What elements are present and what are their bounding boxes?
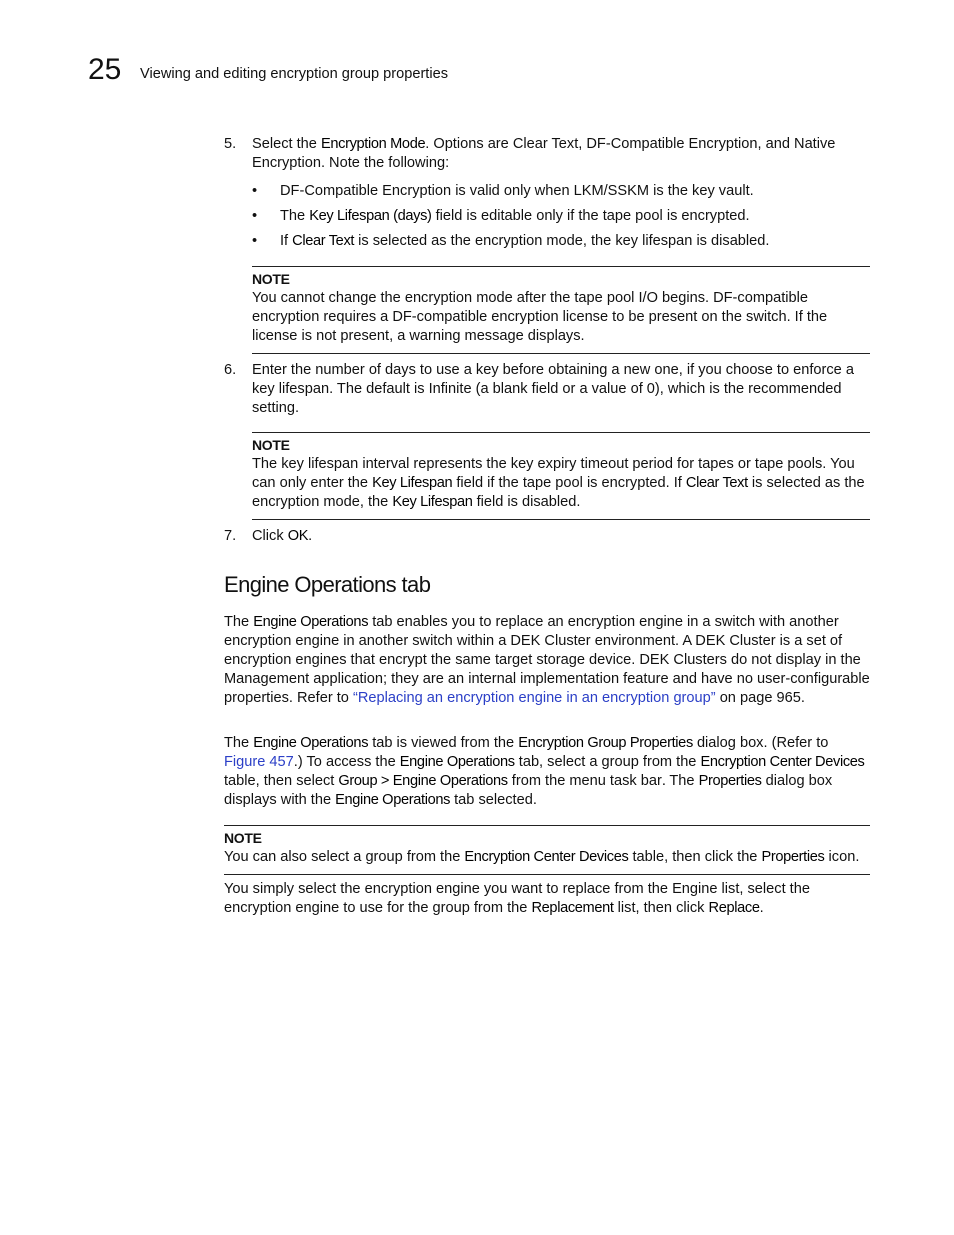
text-run: is selected as the encryption mode, the [252, 475, 865, 510]
note-box [252, 432, 870, 520]
ui-term: Group > Engine Operations [338, 773, 508, 789]
chapter-number: 25 [88, 53, 122, 86]
ui-term: Encryption Mode [320, 136, 426, 152]
ui-term: Replacement [531, 900, 614, 916]
ui-term: Engine Operations [335, 792, 451, 808]
ui-term: Clear Text [292, 233, 355, 249]
text-run: Select the [252, 136, 321, 152]
text-run: The key lifespan interval represents the key expiry timeout period for tapes or tape pools. You can only enter the [252, 456, 855, 491]
note-label: NOTE [252, 437, 290, 453]
ui-term: Engine Operations [253, 735, 369, 751]
text-run: dialog box. (Refer to [692, 735, 829, 751]
note-text [224, 849, 859, 865]
text-run: list, then click [613, 900, 709, 916]
text-run: icon. [824, 849, 860, 865]
step-number: 5. [224, 136, 237, 152]
text-run: is selected as the encryption mode, the key lifespan is disabled. [354, 233, 770, 249]
ui-term: Properties [761, 849, 825, 865]
text-run: .) To access the [293, 754, 400, 770]
note-box [252, 266, 870, 354]
text-run: Click [252, 528, 288, 544]
text-run: on page 965. [715, 690, 805, 706]
step-text [252, 527, 870, 546]
step-number: 6. [224, 362, 237, 378]
bullet-item [252, 232, 870, 251]
text-run: field if the tape pool is encrypted. If [452, 475, 686, 491]
note-box [224, 825, 870, 875]
text-run: You simply select the encryption engine you want to replace from the Engine list, select the encryption engine to use for the group from the [224, 881, 810, 916]
text-run: table, then click the [628, 849, 762, 865]
ui-term: Engine Operations [253, 614, 369, 630]
text-run: If [280, 233, 293, 249]
note-label: NOTE [224, 830, 262, 846]
ui-term: Encryption Center Devices [464, 849, 629, 865]
bullet-icon: • [252, 233, 258, 249]
ui-term: Clear Text [685, 475, 748, 491]
text-run: The [665, 773, 699, 789]
chapter-title: Viewing and editing encryption group properties [140, 66, 449, 82]
text-run: . [308, 528, 313, 544]
text-run: table, then select [224, 773, 339, 789]
ui-term: Key Lifespan [372, 475, 453, 491]
text-run: You can also select a group from the [224, 849, 465, 865]
step-6 [224, 361, 870, 418]
paragraph [224, 880, 870, 918]
ui-term: Key Lifespan [392, 494, 473, 510]
text-run: tab selected. [450, 792, 537, 808]
bullet-icon: • [252, 208, 258, 224]
step-5 [224, 135, 870, 173]
step-text: Enter the number of days to use a key before obtaining a new one, if you choose to enforce a key lifespan. The default is Infinite (a blank field or a value of 0), which is the recommended setting. [252, 362, 854, 416]
figure-link[interactable]: Figure 457 [224, 754, 294, 770]
ui-term: . [661, 773, 666, 789]
ui-term: Encryption Group Properties [518, 735, 693, 751]
text-run: . Options are Clear Text, DF-Compatible Encryption, and Native Encryption. Note the following: [252, 136, 836, 171]
text-run: field is editable only if the tape pool is encrypted. [431, 208, 750, 224]
paragraph [224, 734, 870, 810]
text-run: The [280, 208, 310, 224]
bullet-text: DF-Compatible Encryption is valid only when LKM/SSKM is the key vault. [280, 183, 754, 199]
step-number: 7. [224, 528, 237, 544]
paragraph [224, 613, 870, 708]
text-run: tab, select a group from the [514, 754, 701, 770]
section-heading: Engine Operations tab [224, 572, 431, 597]
note-label: NOTE [252, 271, 290, 287]
note-text: You cannot change the encryption mode after the tape pool I/O begins. DF-compatible encryption requires a DF-compatible encryption license to be present on the switch. If the license is not present, a warning message displays. [252, 290, 828, 344]
bullet-item [252, 207, 870, 226]
text-run: dialog box displays with the [224, 773, 833, 808]
text-run: field is disabled. [472, 494, 581, 510]
step-text [252, 135, 870, 173]
text-run: tab enables you to replace an encryption engine in a switch with another encryption engine in another switch within a DEK Cluster environment. A DEK Cluster is a set of encryption engines that encrypt the same target storage device. DEK Clusters do not display in the Management application; they are an internal implementation feature and have no user-configurable properties. Refer to [224, 614, 870, 706]
text-run: tab is viewed from the [368, 735, 519, 751]
bullet-item [252, 182, 870, 201]
text-run: The [224, 735, 254, 751]
ui-term: Replace [708, 900, 760, 916]
bullet-text [280, 207, 870, 226]
note-text [252, 456, 865, 510]
bullet-text [280, 232, 870, 251]
step-7 [224, 527, 870, 546]
text-run: . [759, 900, 764, 916]
ui-term: Encryption Center Devices [700, 754, 865, 770]
ui-term: Properties [698, 773, 762, 789]
ui-term: Engine Operations [399, 754, 515, 770]
text-run: from the menu task bar [507, 773, 662, 789]
text-run: The [224, 614, 254, 630]
cross-reference-link[interactable]: “Replacing an encryption engine in an encryption group” [352, 690, 716, 706]
ui-term: Key Lifespan (days) [309, 208, 432, 224]
ui-term: OK [287, 528, 309, 544]
bullet-icon: • [252, 183, 258, 199]
